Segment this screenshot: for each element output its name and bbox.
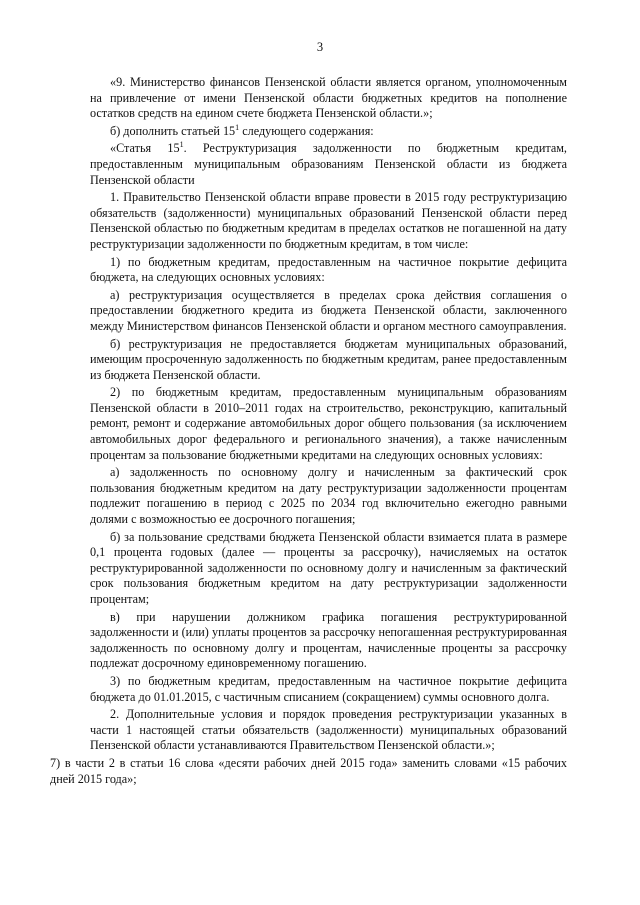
paragraph-clause-2a: а) задолженность по основному долгу и начисленным за фактический срок пользования бюджетным кредитом на дату реструктуризации задолженности процентам подлежит погашению в период с 2025 по 2034 год включительно ежегодно равными долями с возможностью ее досрочного погашения; — [90, 465, 567, 527]
paragraph-item-9: «9. Министерство финансов Пензенской области является органом, уполномоченным на привлечение от имени Пензенской области бюджетных кредитов на пополнение остатков средств на едином счете бюджета Пензенской области.»; — [90, 75, 567, 121]
paragraph-item-7: 7) в части 2 в статьи 16 слова «десяти рабочих дней 2015 года» заменить словами «15 рабочих дней 2015 года»; — [50, 755, 567, 786]
paragraph-clause-2: 2) по бюджетным кредитам, предоставленным муниципальным образованиям Пензенской области в 2010–2011 годах на строительство, реконструкцию, капитальный ремонт, ремонт и содержание автомобильных дорог общего пользования (за исключением автомобильных дорог федерального и регионального значения), а также начисленным процентам за пользование бюджетными кредитами на следующих основных условиях: — [90, 385, 567, 462]
article-heading-text: «Статья 15 — [110, 141, 180, 156]
paragraph-clause-1: 1) по бюджетным кредитам, предоставленным на частичное покрытие дефицита бюджета, на следующих основных условиях: — [90, 254, 567, 285]
paragraph-clause-2v: в) при нарушении должником графика погашения реструктурированной задолженности и (или) уплаты процентов за рассрочку непогашенная реструктурированная задолженность по основному долгу и процентам, начисленные проценты за рассрочку подлежат досрочному единовременному погашению. — [90, 609, 567, 671]
paragraph-clause-1a: а) реструктуризация осуществляется в пределах срока действия соглашения о предоставлении бюджетного кредита из бюджета Пензенской области, заключенного между Министерством финансов Пензенской области и органом местного самоуправления. — [90, 287, 567, 333]
paragraph-part-1: 1. Правительство Пензенской области вправе провести в 2015 году реструктуризацию обязательств (задолженности) муниципальных образований Пензенской области перед Пензенской областью по бюджетным кредитам в пределах остатков не погашенной на дату реструктуризации задолженности по бюджетным кредитам, в том числе: — [90, 190, 567, 251]
paragraph-add-article-text: б) дополнить статьей 15 — [110, 123, 236, 138]
paragraph-clause-3: 3) по бюджетным кредитам, предоставленным на частичное покрытие дефицита бюджета до 01.01.2015, с частичным списанием (сокращением) суммы основного долга. — [90, 673, 567, 704]
article-heading — [90, 141, 567, 188]
paragraph-clause-2b: б) за пользование средствами бюджета Пензенской области взимается плата в размере 0,1 процента годовых (далее — проценты за рассрочку), начисляемых на остаток реструктурированной задолженности по основному долгу и начисленным за фактический срок пользования бюджетным кредитом на дату реструктуризации задолженности процентам; — [90, 529, 567, 606]
superscript: 1 — [235, 122, 240, 132]
paragraph-clause-1b: б) реструктуризация не предоставляется бюджетам муниципальных образований, имеющим просроченную задолженность по бюджетным кредитам, ранее предоставленным из бюджета Пензенской области. — [90, 336, 567, 382]
page-number: 3 — [316, 40, 324, 54]
document-body — [50, 75, 567, 789]
paragraph-add-article-tail: следующего содержания: — [239, 123, 374, 138]
paragraph-add-article — [90, 124, 567, 140]
superscript: 1 — [179, 140, 184, 150]
article-heading-tail: . Реструктуризация задолженности по бюджетным кредитам, предоставленным муниципальным образованиям Пензенской области из бюджета Пензенской области — [90, 141, 567, 187]
paragraph-part-2: 2. Дополнительные условия и порядок проведения реструктуризации указанных в части 1 настоящей статьи обязательств (задолженности) муниципальных образований Пензенской области устанавливаются Правительством Пензенской области.»; — [90, 707, 567, 753]
